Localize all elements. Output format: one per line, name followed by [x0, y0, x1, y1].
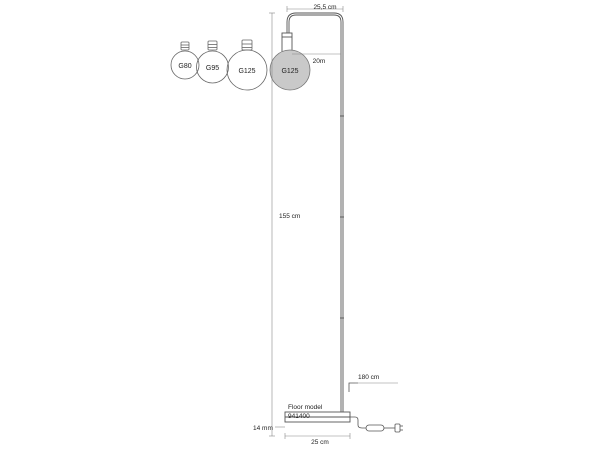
bulb-g95: [197, 41, 229, 83]
dim-base-height: 14 mm: [253, 425, 273, 432]
dim-top-width: 25,5 cm: [313, 4, 337, 11]
bulb-g95-label: G95: [205, 65, 220, 72]
cable: [349, 383, 395, 428]
bulb-g80-label: G80: [178, 63, 192, 70]
bulb-hanging-label: G125: [281, 68, 299, 75]
dim-cable-length: 180 cm: [358, 374, 380, 381]
model-name: Floor model: [288, 404, 323, 411]
dim-height: 155 cm: [279, 213, 301, 220]
bulb-g125-label: G125: [238, 68, 256, 75]
model-code: 941400: [288, 413, 310, 420]
switch-icon: [366, 425, 384, 431]
bulb-g125: [227, 40, 267, 90]
plug-icon: [395, 424, 403, 432]
dim-arm-drop: 20m: [312, 58, 326, 65]
dim-base-width: 25 cm: [311, 439, 329, 446]
bulb-g80: [171, 42, 199, 79]
